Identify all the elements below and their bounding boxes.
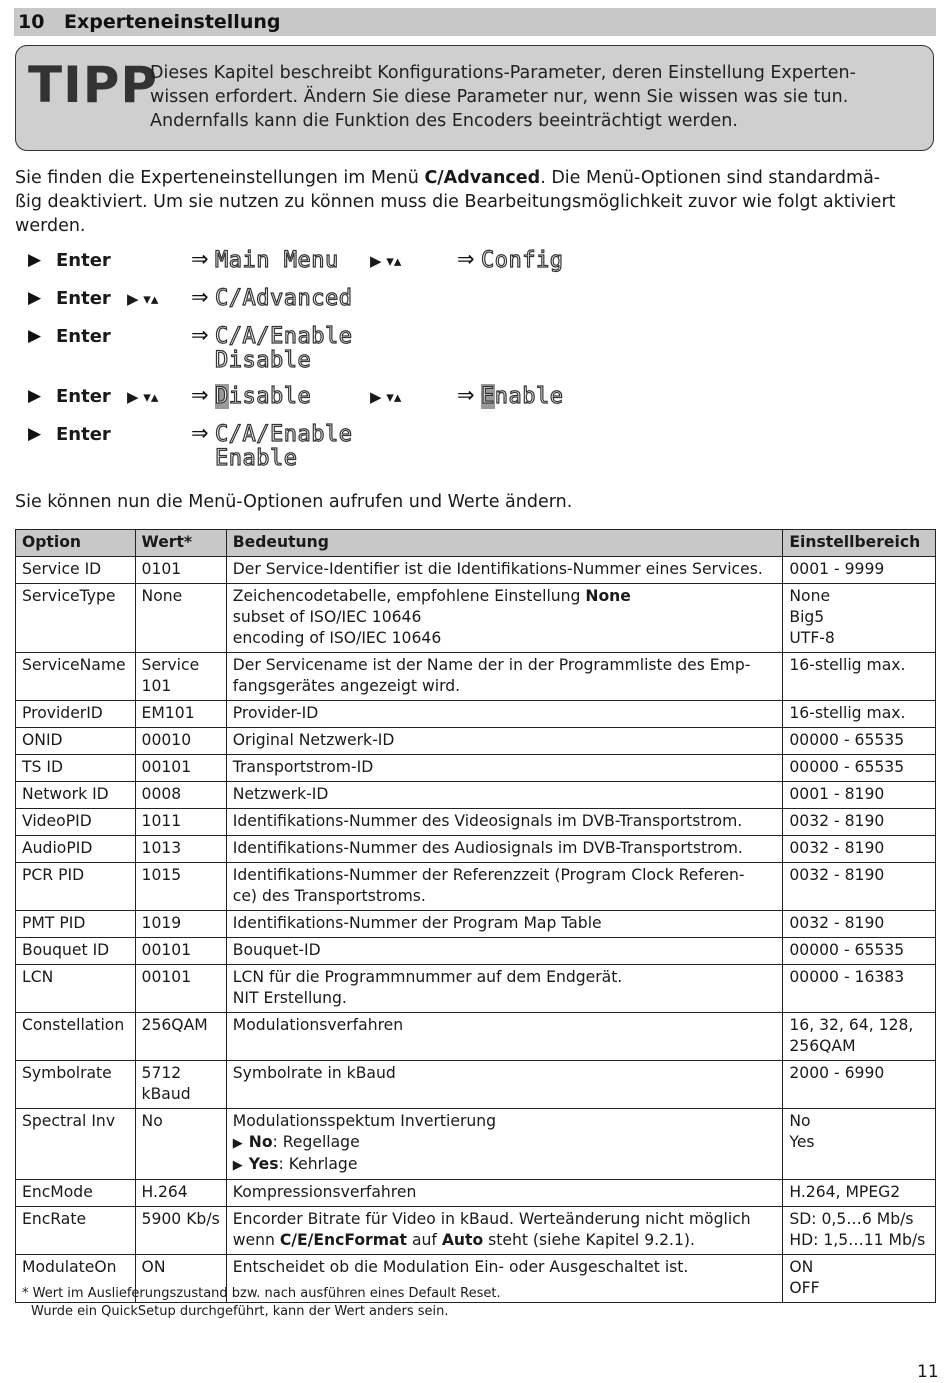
range-cell: ON OFF	[783, 1255, 936, 1303]
range-cell: 16-stellig max.	[783, 653, 936, 701]
lcd-display-text: Disable	[215, 384, 312, 409]
table-row	[16, 863, 936, 911]
range-cell: 0032 - 8190	[783, 809, 936, 836]
option-cell: ModulateOn	[16, 1255, 136, 1303]
meaning-cell: Zeichencodetabelle, empfohlene Einstellung None subset of ISO/IEC 10646 encoding of ISO/IEC 10646	[226, 584, 783, 653]
meaning-cell: Modulationsverfahren	[226, 1013, 783, 1061]
navigation-keys-icon: ▶ ▾▴	[370, 252, 402, 270]
option-cell: ProviderID	[16, 701, 136, 728]
meaning-cell: Der Service-Identifier ist die Identifikations-Nummer eines Services.	[226, 557, 783, 584]
footnote	[22, 1285, 501, 1321]
bullet-arrow-icon: ▶	[232, 1136, 243, 1151]
meaning-cell: Netzwerk-ID	[226, 782, 783, 809]
lcd-display-text: Enable	[481, 384, 564, 409]
step-bullet-icon: ▶	[28, 424, 42, 444]
range-cell: 0032 - 8190	[783, 911, 936, 938]
value-cell: 5712 kBaud	[135, 1061, 226, 1109]
range-cell: 16, 32, 64, 128, 256QAM	[783, 1013, 936, 1061]
value-cell: 0008	[135, 782, 226, 809]
enter-key-label: Enter	[56, 250, 111, 271]
option-cell: PCR PID	[16, 863, 136, 911]
step-bullet-icon: ▶	[28, 288, 42, 308]
table-row	[16, 911, 936, 938]
table-row	[16, 938, 936, 965]
option-cell: Service ID	[16, 557, 136, 584]
intro-text: ßig deaktiviert. Um sie nutzen zu können muss die Bearbeitungsmöglichkeit zuvor wie folgt aktiviert	[15, 192, 896, 212]
value-cell: 00101	[135, 755, 226, 782]
lcd-display-text: Main Menu	[215, 248, 339, 273]
step-row	[0, 323, 950, 376]
table-row	[16, 782, 936, 809]
tip-label: TIPP	[28, 56, 159, 114]
range-cell: 0001 - 9999	[783, 557, 936, 584]
implies-icon: ⇒	[191, 323, 209, 347]
option-cell: AudioPID	[16, 836, 136, 863]
lcd-display-text: C/A/Enable	[215, 324, 353, 349]
enter-key-label: Enter	[56, 424, 111, 445]
table-row	[16, 701, 936, 728]
menu-name: C/Advanced	[424, 168, 541, 188]
enter-key-label: Enter	[56, 326, 111, 347]
meaning-cell: Identifikations-Nummer des Audiosignals im DVB-Transportstrom.	[226, 836, 783, 863]
table-row	[16, 836, 936, 863]
value-cell: ON	[135, 1255, 226, 1303]
meaning-cell: Identifikations-Nummer der Referenzzeit (Program Clock Referen- ce) des Transportstroms.	[226, 863, 783, 911]
meaning-cell: Kompressionsverfahren	[226, 1180, 783, 1207]
intro-paragraph	[15, 166, 935, 238]
value-cell: None	[135, 584, 226, 653]
table-row	[16, 1109, 936, 1180]
option-cell: Constellation	[16, 1013, 136, 1061]
tip-line: Andernfalls kann die Funktion des Encoders beeinträchtigt werden.	[150, 111, 738, 131]
footnote-line: Wurde ein QuickSetup durchgeführt, kann der Wert anders sein.	[31, 1304, 449, 1319]
option-cell: PMT PID	[16, 911, 136, 938]
value-cell: H.264	[135, 1180, 226, 1207]
option-cell: ONID	[16, 728, 136, 755]
lcd-display-text: C/A/Enable	[215, 422, 353, 447]
range-cell: 00000 - 16383	[783, 965, 936, 1013]
tip-line: Dieses Kapitel beschreibt Konfigurations-Parameter, deren Einstellung Experten-	[150, 63, 856, 83]
table-row	[16, 653, 936, 701]
range-cell: 00000 - 65535	[783, 938, 936, 965]
meaning-cell: Modulationsspektum Invertierung ▶ No: Regellage ▶ Yes: Kehrlage	[226, 1109, 783, 1180]
step-bullet-icon: ▶	[28, 326, 42, 346]
lcd-display-text: Disable	[215, 348, 312, 373]
meaning-cell: Original Netzwerk-ID	[226, 728, 783, 755]
meaning-cell: Entscheidet ob die Modulation Ein- oder Ausgeschaltet ist.	[226, 1255, 783, 1303]
navigation-keys-icon: ▶ ▾▴	[127, 290, 159, 308]
table-row	[16, 728, 936, 755]
chapter-header	[14, 8, 936, 36]
value-cell: Service 101	[135, 653, 226, 701]
meaning-cell: Encorder Bitrate für Video in kBaud. Werteänderung nicht möglich wenn C/E/EncFormat auf Auto steht (siehe Kapitel 9.2.1).	[226, 1207, 783, 1255]
value-cell: 5900 Kb/s	[135, 1207, 226, 1255]
implies-icon: ⇒	[457, 247, 475, 271]
value-cell: 00010	[135, 728, 226, 755]
meaning-cell: Provider-ID	[226, 701, 783, 728]
meaning-cell: Identifikations-Nummer des Videosignals im DVB-Transportstrom.	[226, 809, 783, 836]
range-cell: 0032 - 8190	[783, 836, 936, 863]
implies-icon: ⇒	[191, 421, 209, 445]
step-row	[0, 247, 950, 276]
step-row	[0, 383, 950, 412]
value-cell: 00101	[135, 965, 226, 1013]
value-cell: 1011	[135, 809, 226, 836]
range-cell: No Yes	[783, 1109, 936, 1180]
range-cell: 0032 - 8190	[783, 863, 936, 911]
tip-line: wissen erfordert. Ändern Sie diese Parameter nur, wenn Sie wissen was sie tun.	[150, 87, 849, 107]
after-steps-text: Sie können nun die Menü-Optionen aufrufen und Werte ändern.	[15, 492, 573, 512]
table-row	[16, 965, 936, 1013]
range-cell: H.264, MPEG2	[783, 1180, 936, 1207]
value-cell: EM101	[135, 701, 226, 728]
option-cell: LCN	[16, 965, 136, 1013]
intro-text: . Die Menü-Optionen sind standardmä-	[540, 168, 881, 188]
table-row	[16, 584, 936, 653]
parameter-table	[15, 529, 936, 1303]
range-cell: 0001 - 8190	[783, 782, 936, 809]
table-row	[16, 1061, 936, 1109]
option-cell: Symbolrate	[16, 1061, 136, 1109]
table-row	[16, 1180, 936, 1207]
table-header-row	[16, 530, 936, 557]
step-row	[0, 421, 950, 474]
column-header-meaning: Bedeutung	[226, 530, 783, 557]
value-cell: 256QAM	[135, 1013, 226, 1061]
value-cell: 1019	[135, 911, 226, 938]
option-cell: TS ID	[16, 755, 136, 782]
table-row	[16, 809, 936, 836]
footnote-line: * Wert im Auslieferungszustand bzw. nach ausführen eines Default Reset.	[22, 1286, 501, 1301]
table-row	[16, 557, 936, 584]
step-bullet-icon: ▶	[28, 386, 42, 406]
column-header-option: Option	[16, 530, 136, 557]
column-header-value: Wert*	[135, 530, 226, 557]
range-cell: 00000 - 65535	[783, 728, 936, 755]
table-row	[16, 755, 936, 782]
lcd-cursor: D	[215, 384, 229, 409]
meaning-cell: Transportstrom-ID	[226, 755, 783, 782]
range-cell: 16-stellig max.	[783, 701, 936, 728]
implies-icon: ⇒	[191, 285, 209, 309]
lcd-cursor: E	[481, 384, 495, 409]
intro-text: werden.	[15, 216, 86, 236]
option-cell: EncRate	[16, 1207, 136, 1255]
column-header-range: Einstellbereich	[783, 530, 936, 557]
option-cell: EncMode	[16, 1180, 136, 1207]
option-cell: Spectral Inv	[16, 1109, 136, 1180]
meaning-cell: Der Servicename ist der Name der in der Programmliste des Emp- fangsgerätes angezeigt wird.	[226, 653, 783, 701]
meaning-cell: Bouquet-ID	[226, 938, 783, 965]
navigation-keys-icon: ▶ ▾▴	[127, 388, 159, 406]
lcd-display-text: C/Advanced	[215, 286, 353, 311]
table-row	[16, 1013, 936, 1061]
option-cell: Network ID	[16, 782, 136, 809]
value-cell: 0101	[135, 557, 226, 584]
chapter-title: Experteneinstellung	[64, 11, 281, 33]
bullet-arrow-icon: ▶	[232, 1158, 243, 1173]
implies-icon: ⇒	[191, 247, 209, 271]
meaning-cell: Identifikations-Nummer der Program Map Table	[226, 911, 783, 938]
implies-icon: ⇒	[457, 383, 475, 407]
value-cell: No	[135, 1109, 226, 1180]
option-cell: VideoPID	[16, 809, 136, 836]
lcd-display-text: Config	[481, 248, 564, 273]
meaning-cell: LCN für die Programmnummer auf dem Endgerät. NIT Erstellung.	[226, 965, 783, 1013]
tip-box	[15, 45, 934, 151]
meaning-cell: Symbolrate in kBaud	[226, 1061, 783, 1109]
implies-icon: ⇒	[191, 383, 209, 407]
table-row	[16, 1207, 936, 1255]
option-cell: Bouquet ID	[16, 938, 136, 965]
lcd-display-text: Enable	[215, 446, 298, 471]
page-number: 11	[917, 1362, 939, 1382]
navigation-keys-icon: ▶ ▾▴	[370, 388, 402, 406]
range-cell: 2000 - 6990	[783, 1061, 936, 1109]
step-bullet-icon: ▶	[28, 250, 42, 270]
value-cell: 1015	[135, 863, 226, 911]
range-cell: SD: 0,5…6 Mb/s HD: 1,5…11 Mb/s	[783, 1207, 936, 1255]
option-cell: ServiceType	[16, 584, 136, 653]
range-cell: None Big5 UTF-8	[783, 584, 936, 653]
chapter-number: 10	[18, 11, 45, 33]
option-cell: ServiceName	[16, 653, 136, 701]
step-row	[0, 285, 950, 314]
value-cell: 1013	[135, 836, 226, 863]
intro-text: Sie finden die Experteneinstellungen im Menü	[15, 168, 425, 188]
range-cell: 00000 - 65535	[783, 755, 936, 782]
enter-key-label: Enter	[56, 386, 111, 407]
value-cell: 00101	[135, 938, 226, 965]
tip-text	[150, 61, 920, 133]
enter-key-label: Enter	[56, 288, 111, 309]
